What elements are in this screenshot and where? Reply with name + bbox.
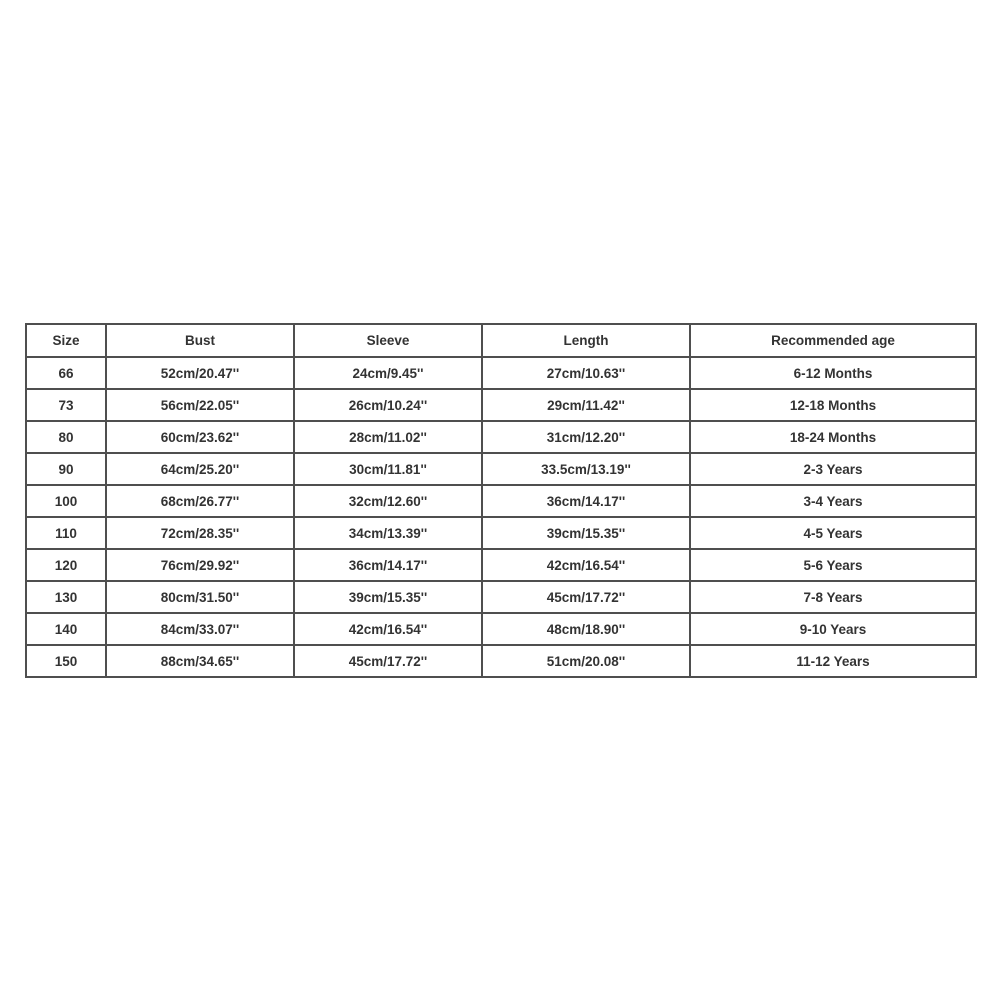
table-row	[26, 421, 976, 453]
table-cell: 24cm/9.45''	[294, 357, 482, 389]
table-cell: 60cm/23.62''	[106, 421, 294, 453]
table-body	[26, 357, 976, 677]
table-cell: 120	[26, 549, 106, 581]
table-cell: 4-5 Years	[690, 517, 976, 549]
table-header-row	[26, 324, 976, 357]
table-cell: 5-6 Years	[690, 549, 976, 581]
table-cell: 42cm/16.54''	[294, 613, 482, 645]
column-header-size: Size	[26, 324, 106, 357]
column-header-length: Length	[482, 324, 690, 357]
table-cell: 90	[26, 453, 106, 485]
table-cell: 45cm/17.72''	[482, 581, 690, 613]
table-cell: 12-18 Months	[690, 389, 976, 421]
table-row	[26, 389, 976, 421]
column-header-recommended-age: Recommended age	[690, 324, 976, 357]
table-cell: 80cm/31.50''	[106, 581, 294, 613]
table-row	[26, 357, 976, 389]
table-cell: 36cm/14.17''	[294, 549, 482, 581]
table-row	[26, 517, 976, 549]
table-cell: 6-12 Months	[690, 357, 976, 389]
table-cell: 34cm/13.39''	[294, 517, 482, 549]
table-cell: 150	[26, 645, 106, 677]
table-cell: 66	[26, 357, 106, 389]
table-cell: 32cm/12.60''	[294, 485, 482, 517]
table-row	[26, 613, 976, 645]
table-cell: 39cm/15.35''	[482, 517, 690, 549]
table-cell: 56cm/22.05''	[106, 389, 294, 421]
table-cell: 29cm/11.42''	[482, 389, 690, 421]
table-cell: 18-24 Months	[690, 421, 976, 453]
table-row	[26, 645, 976, 677]
table-cell: 9-10 Years	[690, 613, 976, 645]
table-cell: 64cm/25.20''	[106, 453, 294, 485]
table-cell: 68cm/26.77''	[106, 485, 294, 517]
table-cell: 52cm/20.47''	[106, 357, 294, 389]
table-cell: 3-4 Years	[690, 485, 976, 517]
table-cell: 39cm/15.35''	[294, 581, 482, 613]
column-header-bust: Bust	[106, 324, 294, 357]
table-cell: 45cm/17.72''	[294, 645, 482, 677]
table-cell: 33.5cm/13.19''	[482, 453, 690, 485]
table-cell: 80	[26, 421, 106, 453]
table-row	[26, 581, 976, 613]
table-cell: 140	[26, 613, 106, 645]
table-cell: 42cm/16.54''	[482, 549, 690, 581]
table-cell: 130	[26, 581, 106, 613]
table-cell: 7-8 Years	[690, 581, 976, 613]
table-cell: 88cm/34.65''	[106, 645, 294, 677]
table-cell: 73	[26, 389, 106, 421]
table-cell: 72cm/28.35''	[106, 517, 294, 549]
table-row	[26, 485, 976, 517]
table-cell: 28cm/11.02''	[294, 421, 482, 453]
table-row	[26, 549, 976, 581]
table-cell: 26cm/10.24''	[294, 389, 482, 421]
table-cell: 36cm/14.17''	[482, 485, 690, 517]
table-cell: 84cm/33.07''	[106, 613, 294, 645]
table-cell: 2-3 Years	[690, 453, 976, 485]
table-cell: 27cm/10.63''	[482, 357, 690, 389]
size-chart-table	[25, 323, 977, 678]
table-row	[26, 453, 976, 485]
table-cell: 48cm/18.90''	[482, 613, 690, 645]
table-cell: 11-12 Years	[690, 645, 976, 677]
table-cell: 76cm/29.92''	[106, 549, 294, 581]
table-cell: 100	[26, 485, 106, 517]
table-cell: 110	[26, 517, 106, 549]
table-cell: 51cm/20.08''	[482, 645, 690, 677]
column-header-sleeve: Sleeve	[294, 324, 482, 357]
table-cell: 31cm/12.20''	[482, 421, 690, 453]
table-cell: 30cm/11.81''	[294, 453, 482, 485]
